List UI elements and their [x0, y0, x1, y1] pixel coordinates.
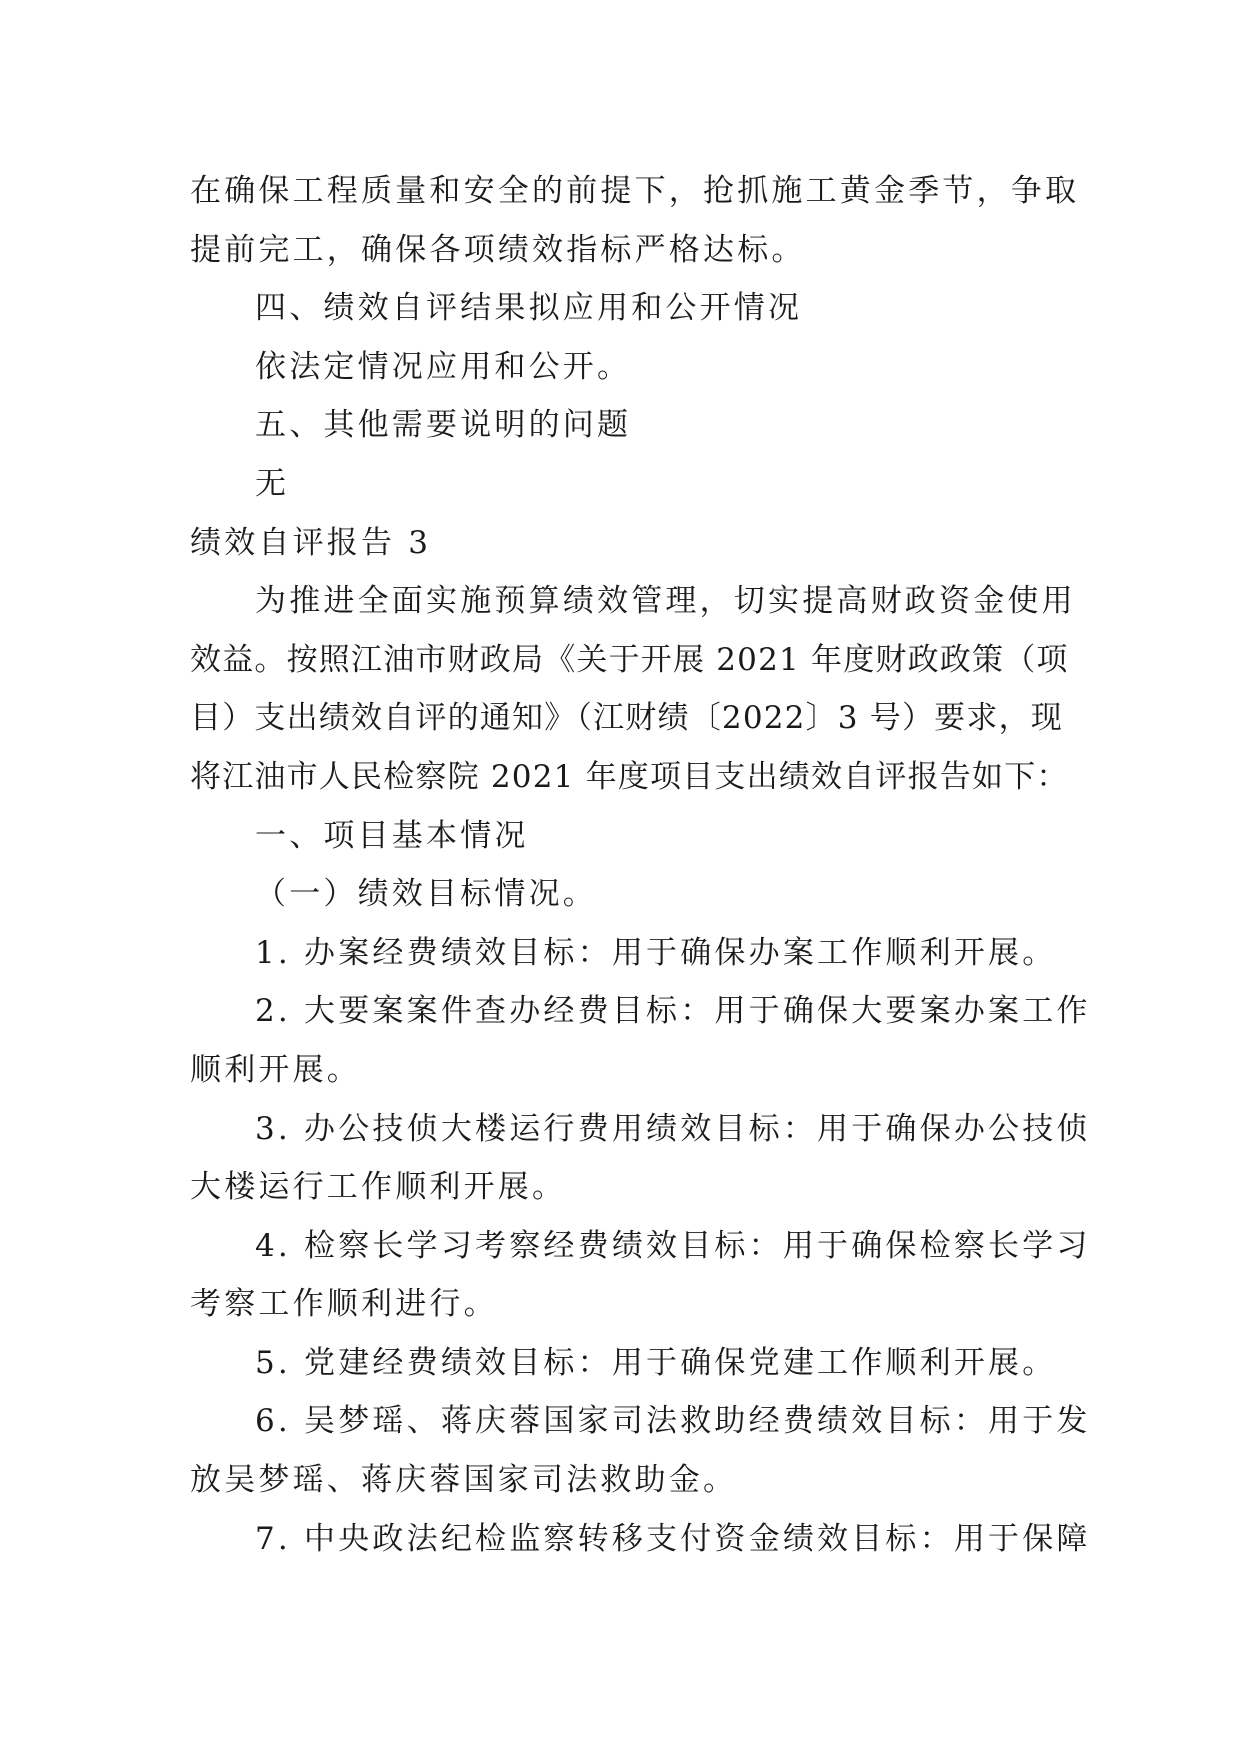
- report-title: 绩效自评报告 3: [190, 524, 432, 561]
- section-heading: 四、绩效自评结果拟应用和公开情况: [255, 290, 803, 327]
- subsection-heading: （一）绩效目标情况。: [255, 876, 597, 913]
- list-item-continuation: 顺利开展。: [190, 1051, 361, 1088]
- list-item: 6. 吴梦瑶、蒋庆蓉国家司法救助经费绩效目标：用于发: [255, 1403, 1091, 1440]
- text-line: 在确保工程质量和安全的前提下，抢抓施工黄金季节，争取: [190, 173, 1080, 209]
- list-item: 5. 党建经费绩效目标：用于确保党建工作顺利开展。: [255, 1344, 1057, 1381]
- section-heading: 一、项目基本情况: [255, 817, 529, 854]
- text-line: 依法定情况应用和公开。: [255, 348, 632, 385]
- list-item-continuation: 考察工作顺利进行。: [190, 1286, 498, 1323]
- list-item-continuation: 大楼运行工作顺利开展。: [190, 1169, 567, 1206]
- text-line: 为推进全面实施预算绩效管理，切实提高财政资金使用: [255, 583, 1076, 620]
- text-line: 效益。按照江油市财政局《关于开展 2021 年度财政政策（项: [190, 641, 1069, 678]
- text-line: 目）支出绩效自评的通知》（江财绩〔2022〕3 号）要求，现: [190, 700, 1063, 737]
- list-item: 4. 检察长学习考察经费绩效目标：用于确保检察长学习: [255, 1227, 1091, 1264]
- document-body: [190, 162, 1091, 1568]
- text-line: 提前完工，确保各项绩效指标严格达标。: [190, 231, 806, 268]
- list-item: 3. 办公技侦大楼运行费用绩效目标：用于确保办公技侦: [255, 1110, 1091, 1147]
- section-heading: 五、其他需要说明的问题: [255, 407, 632, 444]
- list-item: 2. 大要案案件查办经费目标：用于确保大要案办案工作: [255, 993, 1091, 1030]
- text-line: 无: [255, 465, 290, 502]
- list-item-continuation: 放吴梦瑶、蒋庆蓉国家司法救助金。: [190, 1462, 738, 1499]
- list-item: 7. 中央政法纪检监察转移支付资金绩效目标：用于保障: [255, 1520, 1091, 1557]
- text-line: 将江油市人民检察院 2021 年度项目支出绩效自评报告如下：: [190, 758, 1069, 795]
- list-item: 1. 办案经费绩效目标：用于确保办案工作顺利开展。: [255, 934, 1057, 971]
